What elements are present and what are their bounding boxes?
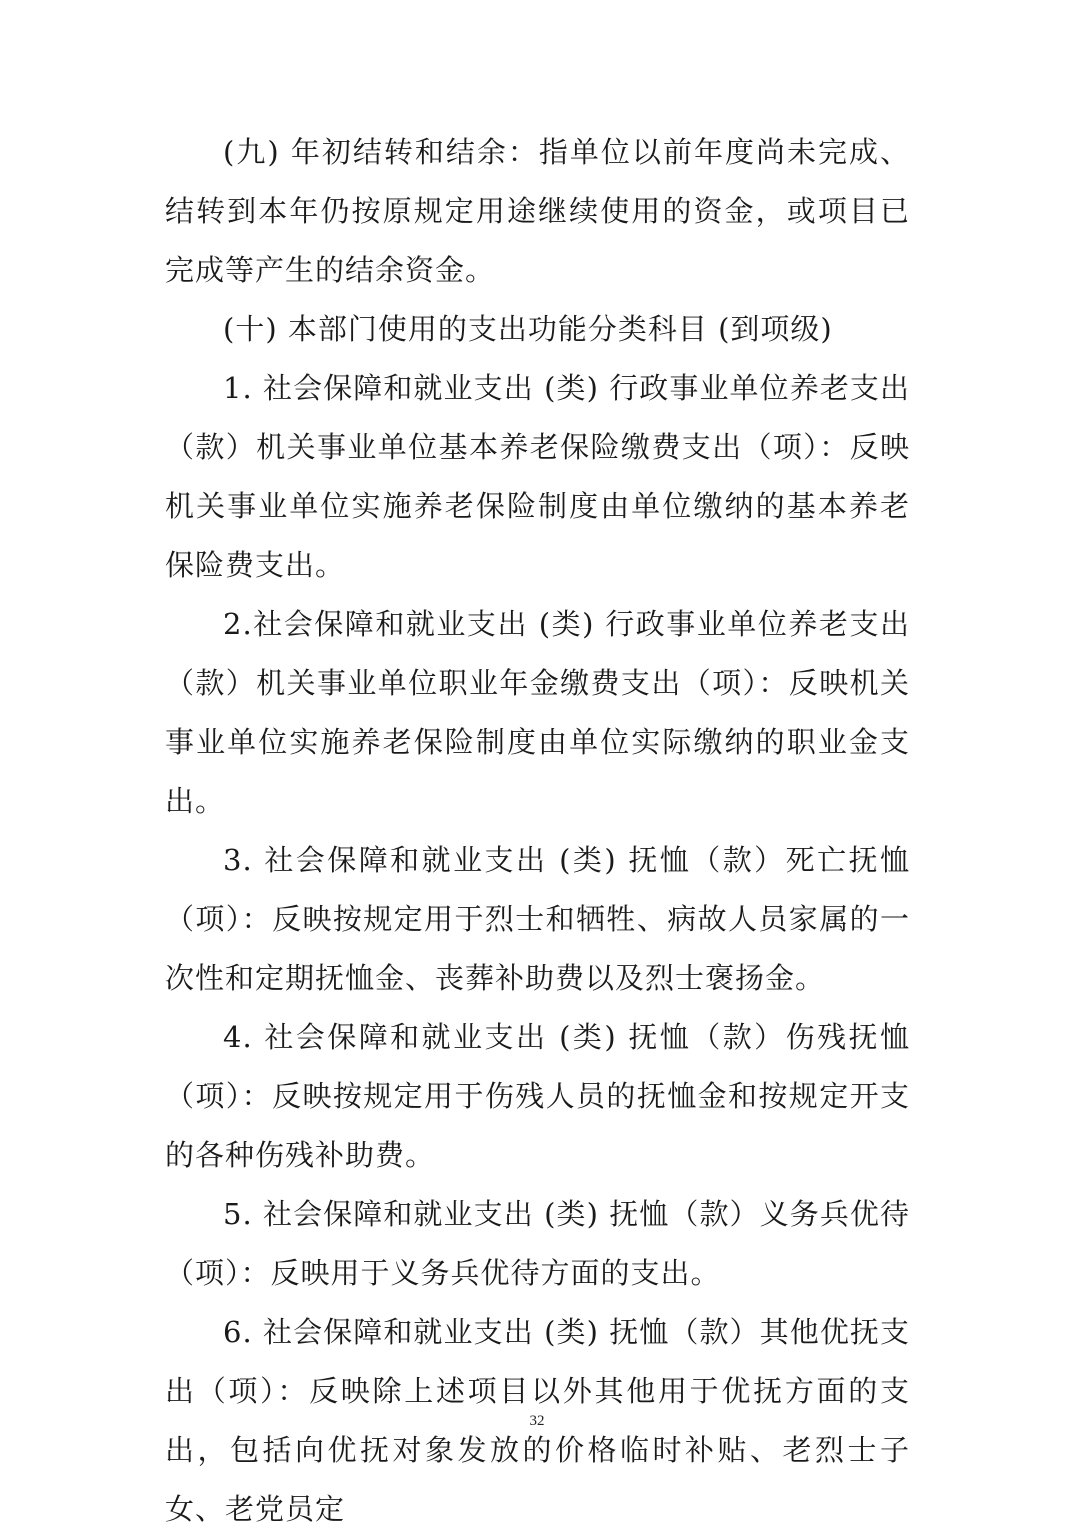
paragraph-item-5: 5. 社会保障和就业支出 (类) 抚恤（款）义务兵优待（项）：反映用于义务兵优待方面的支出。 [165, 1197, 910, 1290]
paragraph-item-1: 1. 社会保障和就业支出 (类) 行政事业单位养老支出（款）机关事业单位基本养老保险缴费支出（项）：反映机关事业单位实施养老保险制度由单位缴纳的基本养老保险费支出。 [165, 371, 910, 582]
page-number: 32 [529, 1413, 545, 1429]
paragraph-function-classification-heading: (十) 本部门使用的支出功能分类科目 (到项级) [223, 312, 833, 346]
paragraph-item-6: 6. 社会保障和就业支出 (类) 抚恤（款）其他优抚支出（项）：反映除上述项目以外其他用于优抚方面的支出，包括向优抚对象发放的价格临时补贴、老烈士子女、老党员定 [165, 1315, 910, 1526]
paragraph-item-2: 2.社会保障和就业支出 (类) 行政事业单位养老支出（款）机关事业单位职业年金缴费支出（项）：反映机关事业单位实施养老保险制度由单位实际缴纳的职业金支出。 [165, 607, 910, 818]
paragraph-item-4: 4. 社会保障和就业支出 (类) 抚恤（款）伤残抚恤（项）：反映按规定用于伤残人员的抚恤金和按规定开支的各种伤残补助费。 [165, 1020, 910, 1172]
paragraph-item-3: 3. 社会保障和就业支出 (类) 抚恤（款）死亡抚恤（项）：反映按规定用于烈士和牺牲、病故人员家属的一次性和定期抚恤金、丧葬补助费以及烈士褒扬金。 [165, 843, 910, 995]
body-text [165, 123, 910, 1539]
paragraph-year-start-carryover: (九) 年初结转和结余：指单位以前年度尚未完成、结转到本年仍按原规定用途继续使用的资金，或项目已完成等产生的结余资金。 [165, 135, 910, 287]
